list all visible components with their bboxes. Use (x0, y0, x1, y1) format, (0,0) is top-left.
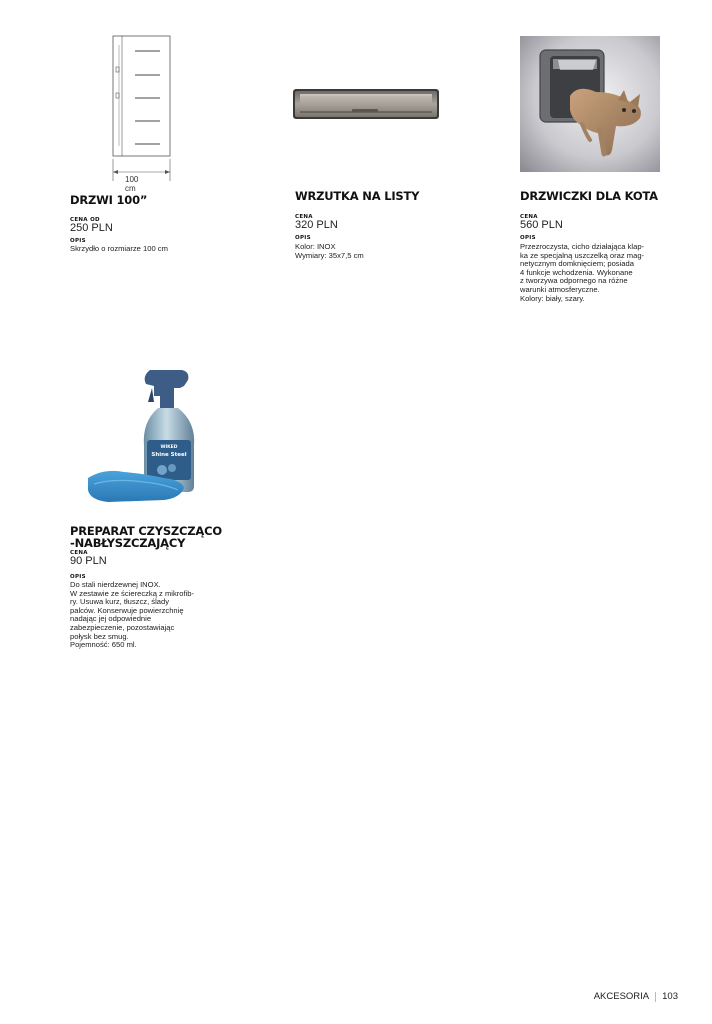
product-title: DRZWI 100” (70, 193, 148, 207)
title-line: -NABŁYSZCZAJĄCY (70, 536, 186, 550)
product-title: WRZUTKA NA LISTY (295, 189, 420, 203)
description-line: warunki atmosferyczne. (520, 284, 600, 294)
description-line: W zestawie ze ściereczką z mikrofib- (70, 588, 195, 598)
description-label: OPIS (520, 235, 536, 241)
price-label: CENA (70, 550, 88, 556)
product-price: 90 PLN (70, 555, 107, 567)
product-description (295, 243, 364, 260)
product-description (70, 245, 168, 254)
page-number: 103 (662, 991, 678, 1002)
price-label: CENA OD (70, 217, 100, 223)
product-description (520, 243, 644, 303)
product-title: DRZWICZKI DLA KOTA (520, 189, 658, 203)
description-label: OPIS (70, 238, 86, 244)
product-description (70, 581, 194, 650)
description-line: palców. Konserwuje powierzchnię (70, 605, 184, 615)
description-line: połysk bez smug. (70, 631, 129, 641)
description-line: zabezpieczenie, pozostawiając (70, 622, 175, 632)
cleaner-bottle-photo (84, 366, 214, 508)
product-price: 320 PLN (295, 219, 338, 231)
description-line: Kolory: biały, szary. (520, 293, 585, 303)
description-label: OPIS (70, 574, 86, 580)
description-line: z tworzywa odpornego na różne (520, 276, 628, 286)
description-line: nadając jej odpowiednie (70, 614, 152, 624)
description-line: Wymiary: 35x7,5 cm (295, 250, 364, 260)
section-name: AKCESORIA (593, 991, 650, 1002)
cat-flap-photo (520, 36, 660, 172)
page-footer (594, 991, 678, 1002)
description-line: Do stali nierdzewnej INOX. (70, 580, 161, 589)
bottle-product-text: Shine Steel (151, 452, 187, 458)
door-drawing (108, 33, 180, 185)
description-line: Przezroczysta, cicho działająca klap- (520, 242, 645, 251)
footer-divider (655, 992, 656, 1002)
product-title (70, 525, 222, 549)
description-line: Pojemność: 650 ml. (70, 640, 137, 650)
price-label: CENA (295, 214, 313, 220)
letter-plate-image (292, 88, 440, 122)
title-line: PREPARAT CZYSZCZĄCO (70, 524, 222, 538)
price-label: CENA (520, 214, 538, 220)
door-width-dimension: 100 cm (125, 175, 139, 193)
bottle-brand-text: WIKED (160, 445, 178, 450)
description-line: 4 funkcje wchodzenia. Wykonane (520, 267, 633, 277)
description-label: OPIS (295, 235, 311, 241)
description-line: Skrzydło o rozmiarze 100 cm (70, 244, 168, 253)
description-line: ka ze specjalną uszczelką oraz mag- (520, 250, 645, 260)
description-line: Kolor: INOX (295, 242, 336, 251)
description-line: ry. Usuwa kurz, tłuszcz, ślady (70, 597, 170, 607)
product-price: 250 PLN (70, 222, 113, 234)
product-price: 560 PLN (520, 219, 563, 231)
description-line: netycznym domknięciem; posiada (520, 259, 634, 269)
